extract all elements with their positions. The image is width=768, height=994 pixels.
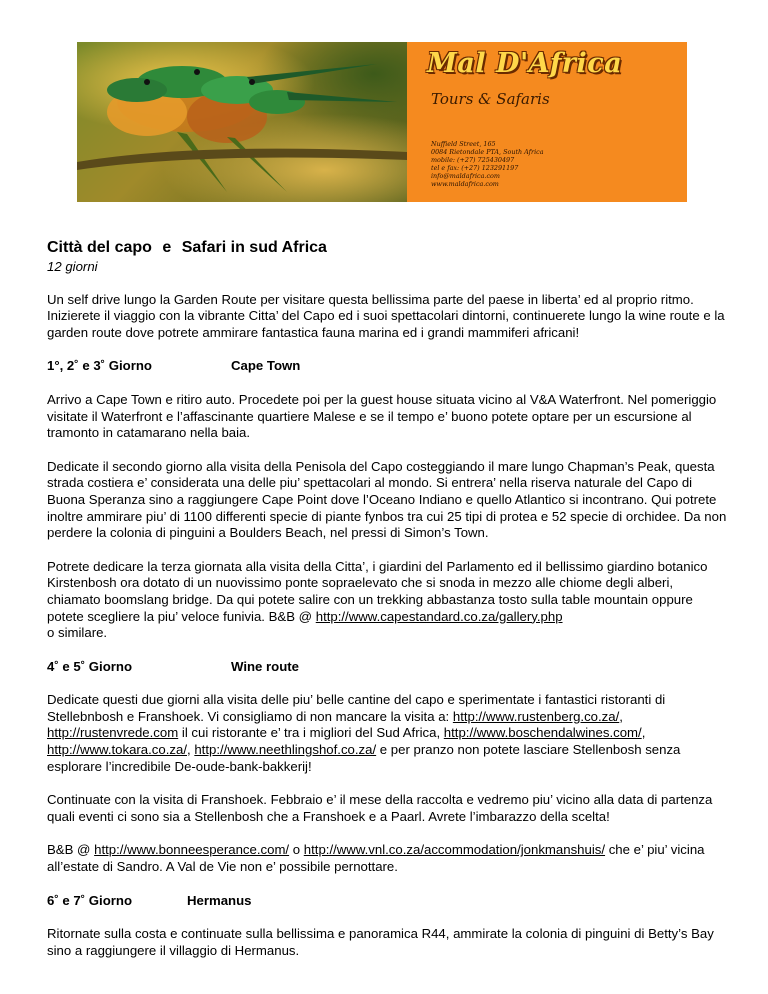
hotel-link[interactable]: http://www.capestandard.co.za/gallery.php [315, 608, 563, 624]
bee-eaters-photo [77, 42, 407, 202]
winery-link[interactable]: http://rustenvrede.com [47, 725, 179, 741]
document-body [47, 238, 727, 959]
paragraph: Continuate con la visita di Franshoek. Febbraio e’ il mese della raccolta e vedremo piu’ vicino alla data di partenza quali eventi ci sono sia a Stellenbosh che a Franshoek e a Paarl. Avrete l’imbarazzo della scelta! [47, 792, 713, 824]
day-range: 4˚ e 5˚ Giorno [47, 658, 132, 674]
paragraph: Ritornate sulla costa e continuate sulla bellissima e panoramica R44, ammirate la colonia di pinguini di Betty’s Bay sino a raggiungere il villaggio di Hermanus. [47, 926, 714, 958]
day-heading [47, 358, 727, 375]
paragraph: Potrete dedicare la terza giornata alla visita della Citta’, i giardini del Parlamento ed il bellissimo giardino botanico Kirstenbosh ora dotato di un nuovissimo ponte sopraelevato che si snoda in mezzo alle chiome degli alberi, chiamato boomslang bridge. Da qui potete salire con un trekking abbastanza tosto sulla table mountain oppure potete scegliere la piu’ veloce funivia. B&B @ http://www.capestandard.co.za/gallery.php o similare. [47, 558, 708, 641]
winery-link[interactable]: http://www.rustenberg.co.za/ [452, 708, 620, 724]
hotel-link[interactable]: http://www.bonneesperance.com/ [94, 842, 290, 858]
paragraph: Dedicate questi due giorni alla visita delle piu’ belle cantine del capo e sperimentate i fantastici ristoranti di Stellebnbosh e Franshoek. Vi consigliamo di non mancare la visita a: http://www.rustenberg.co.za/, http://rustenvrede.com il cui ristorante e’ tra i migliori del Sud Africa, http://www.boschendalwines.com/, http://www.tokara.co.za/, http://www.neethlingshof.co.za/ e per pranzo non potete lasciare Stellenbosh senza esplorare l’incredibile De-oude-bank-bakkerij! [47, 692, 681, 774]
contact-line: info@maldafrica.com [431, 172, 500, 180]
company-tagline: Tours & Safaris [431, 90, 550, 108]
day-range: 6˚ e 7˚ Giorno [47, 892, 132, 908]
paragraph: B&B @ http://www.bonneesperance.com/ o http://www.vnl.co.za/accommodation/jonkmanshuis/ che e’ piu’ vicina all’estate di Sandro. A Val de Vie non e’ possibile pernottare. [47, 842, 705, 875]
intro-paragraph: Un self drive lungo la Garden Route per visitare questa bellissima parte del paese in liberta’ ed al proprio ritmo. Inizierete il viaggio con la vibrante Citta’ del Capo ed i suoi spettacolari dintorni, continuerete lungo la wine route e la garden route dove potrete ammirare fantastica fauna marina ed i grandi mammiferi africani! [47, 291, 725, 340]
contact-line: Nuffield Street, 165 [431, 140, 496, 148]
page-title: Città del capo e Safari in sud Africa [47, 239, 327, 256]
day-place: Cape Town [231, 358, 301, 374]
header-banner [77, 42, 687, 202]
winery-link[interactable]: http://www.boschendalwines.com/ [443, 725, 642, 741]
contact-info [431, 140, 544, 188]
day-place: Hermanus [187, 892, 252, 908]
hotel-link[interactable]: http://www.vnl.co.za/accommodation/jonkmanshuis/ [303, 842, 606, 858]
contact-line: tel e fax: (+27) 123291197 [431, 164, 519, 172]
brand-panel [407, 42, 687, 202]
contact-line: mobile: (+27) 725430497 [431, 156, 515, 164]
day-place: Wine route [231, 658, 300, 674]
company-logo: Mal D'Africa [427, 48, 623, 79]
contact-line: 0084 Rietondale PTA, South Africa [431, 148, 544, 156]
day-heading [47, 893, 727, 910]
day-heading [47, 659, 727, 676]
trip-duration: 12 giorni [47, 259, 98, 274]
paragraph: Dedicate il secondo giorno alla visita della Penisola del Capo costeggiando il mare lungo Chapman’s Peak, questa strada costiera e’ considerata una delle piu’ spettacolari al mondo. Si entrera’ nella riserva naturale del Capo di Buona Speranza sino a raggiungere Cape Point dove l’Oceano Indiano e quello Atlantico si incontrano. Qui potrete inoltre ammirare piu’ di 1100 differenti specie di piante fynbos tra cui 25 tipi di protea e 52 specie di orchidee. Da non perdere la colonia di pinguini a Boulders Beach, nel pressi di Simon’s Town. [47, 458, 727, 541]
day-range: 1°, 2˚ e 3˚ Giorno [47, 358, 152, 374]
winery-link[interactable]: http://www.tokara.co.za/ [47, 742, 187, 758]
winery-link[interactable]: http://www.neethlingshof.co.za/ [194, 742, 377, 758]
paragraph: Arrivo a Cape Town e ritiro auto. Procedete poi per la guest house situata vicino al V&A Waterfront. Nel pomeriggio visitate il Waterfront e l’affascinante quartiere Malese e se il tempo e’ buono potete optare per un escursione al tramonto in catamarano nella baia. [47, 391, 717, 441]
contact-line: www.maldafrica.com [431, 180, 499, 188]
